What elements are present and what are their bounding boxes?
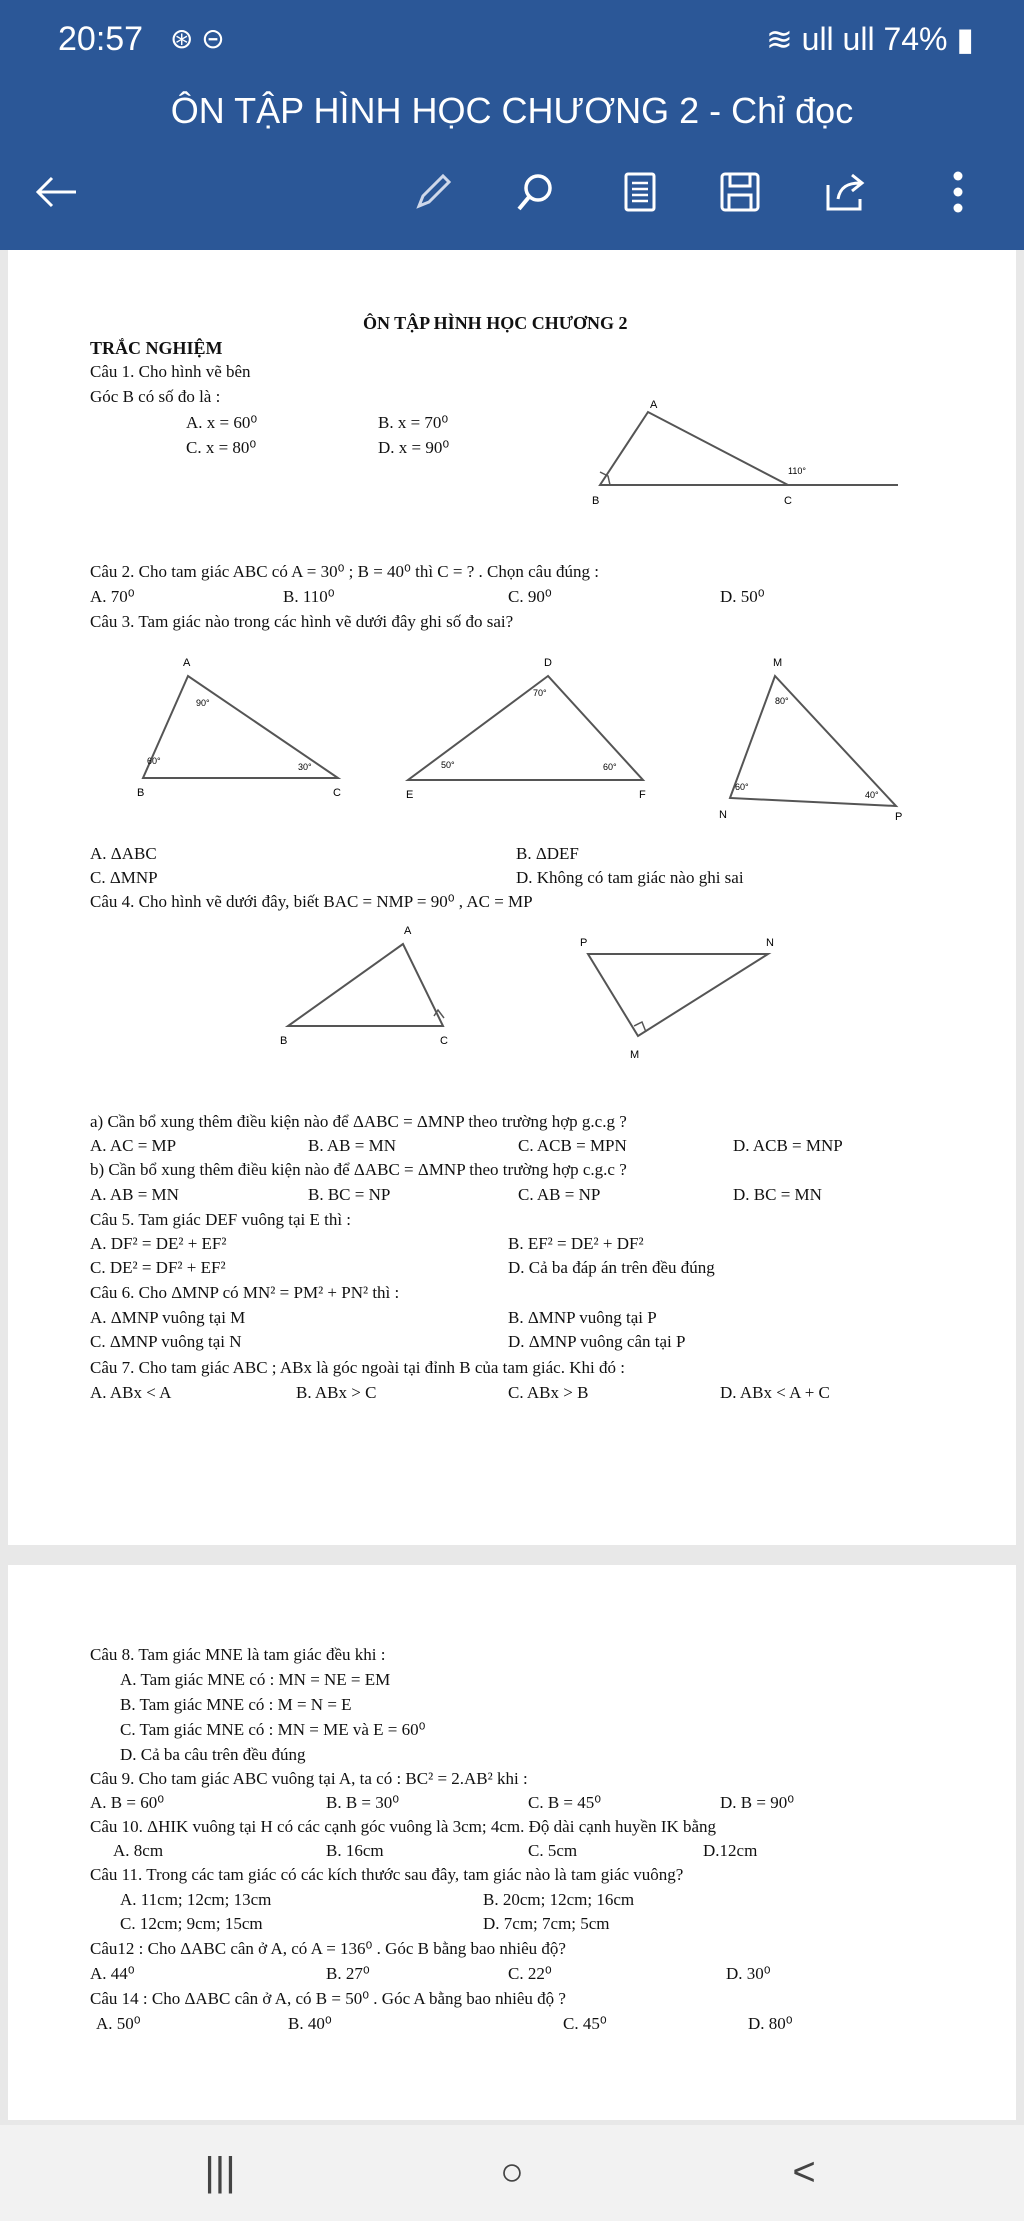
document-page-2 (8, 1565, 1016, 2120)
q11-option-c: C. 12cm; 9cm; 15cm (120, 1914, 263, 1933)
q7-text: Câu 7. Cho tam giác ABC ; ABx là góc ngoài tại đỉnh B của tam giác. Khi đó : (90, 1358, 625, 1377)
q3-angle-b: 60° (147, 756, 161, 766)
q11-option-b: B. 20cm; 12cm; 16cm (483, 1890, 635, 1909)
q4b-option-d: D. BC = MN (733, 1185, 822, 1204)
q4a-option-a: A. AC = MP (90, 1136, 177, 1155)
q1-option-d: D. x = 90⁰ (378, 438, 450, 457)
q14-option-d: D. 80⁰ (748, 2014, 793, 2033)
q10-text: Câu 10. ΔHIK vuông tại H có các cạnh góc vuông là 3cm; 4cm. Độ dài cạnh huyền IK bằng (90, 1817, 717, 1836)
search-icon[interactable] (508, 164, 564, 220)
q8-option-d: D. Cả ba câu trên đều đúng (120, 1745, 306, 1764)
q7-option-c: C. ABx > B (508, 1383, 589, 1402)
q6-option-c: C. ΔMNP vuông tại N (90, 1332, 242, 1351)
q4-label-p: P (580, 937, 588, 949)
q1-prompt: Góc B có số đo là : (90, 387, 221, 406)
q1-label-b: B (592, 495, 600, 507)
notification-icons: ⊛ ⊝ (170, 23, 225, 54)
home-button[interactable]: ○ (499, 2149, 525, 2194)
q14-text: Câu 14 : Cho ΔABC cân ở A, có B = 50⁰ . Góc A bằng bao nhiêu độ ? (90, 1989, 566, 2008)
signal-icon: ull ull (801, 21, 875, 57)
q3-figures (123, 648, 973, 833)
pencil-icon[interactable] (405, 164, 461, 220)
q4b-option-b: B. BC = NP (308, 1185, 391, 1204)
q3-angle-n: 60° (735, 782, 749, 792)
q3-text: Câu 3. Tam giác nào trong các hình vẽ dưới đây ghi số đo sai? (90, 612, 514, 631)
q3-option-a: A. ΔABC (90, 844, 157, 863)
q3-angle-p: 40° (865, 790, 879, 800)
q3-option-b: B. ΔDEF (516, 844, 579, 863)
q4a-option-d: D. ACB = MNP (733, 1136, 843, 1155)
app-bar (0, 80, 1024, 250)
q3-label-e: E (406, 789, 414, 801)
q7-option-a: A. ABx < A (90, 1383, 172, 1402)
q1-label-c: C (784, 495, 792, 507)
toolbar (0, 150, 1024, 230)
q11-text: Câu 11. Trong các tam giác có các kích thước sau đây, tam giác nào là tam giác vuông? (90, 1865, 684, 1884)
q4-label-b: B (280, 1035, 288, 1047)
q7-option-b: B. ABx > C (296, 1383, 377, 1402)
q12-option-a: A. 44⁰ (90, 1964, 135, 1983)
q1-label-a: A (650, 400, 658, 411)
battery-percent: 74% (883, 21, 948, 57)
q6-option-b: B. ΔMNP vuông tại P (508, 1308, 657, 1327)
q4b-text: b) Cần bổ xung thêm điều kiện nào để ΔABC = ΔMNP theo trường hợp c.g.c ? (90, 1160, 627, 1179)
q10-option-d: D.12cm (703, 1841, 758, 1860)
q11-option-d: D. 7cm; 7cm; 5cm (483, 1914, 610, 1933)
q2-option-c: C. 90⁰ (508, 587, 552, 606)
q9-text: Câu 9. Cho tam giác ABC vuông tại A, ta có : BC² = 2.AB² khi : (90, 1769, 528, 1788)
q3-label-a: A (183, 657, 191, 669)
q4-label-c: C (440, 1035, 448, 1047)
doc-heading: ÔN TẬP HÌNH HỌC CHƯƠNG 2 (363, 313, 628, 333)
q3-angle-m: 80° (775, 696, 789, 706)
q4-figures (268, 922, 788, 1072)
q10-option-a: A. 8cm (113, 1841, 164, 1860)
q11-option-a: A. 11cm; 12cm; 13cm (120, 1890, 272, 1909)
q14-option-b: B. 40⁰ (288, 2014, 332, 2033)
q1-figure (588, 400, 908, 520)
q5-option-b: B. EF² = DE² + DF² (508, 1234, 644, 1253)
q4-text: Câu 4. Cho hình vẽ dưới đây, biết BAC = NMP = 90⁰ , AC = MP (90, 892, 533, 911)
q8-option-c: C. Tam giác MNE có : MN = ME và E = 60⁰ (120, 1720, 426, 1739)
q14-option-a: A. 50⁰ (96, 2014, 141, 2033)
share-icon[interactable] (818, 164, 874, 220)
q8-text: Câu 8. Tam giác MNE là tam giác đều khi : (90, 1645, 386, 1664)
q3-option-d: D. Không có tam giác nào ghi sai (516, 868, 744, 887)
q5-option-c: C. DE² = DF² + EF² (90, 1258, 226, 1277)
q3-label-p: P (895, 811, 903, 823)
q4a-option-c: C. ACB = MPN (518, 1136, 627, 1155)
q3-label-b: B (137, 787, 145, 799)
q4-label-a: A (404, 925, 412, 937)
status-bar (0, 0, 1024, 80)
q4a-text: a) Cần bổ xung thêm điều kiện nào để ΔABC = ΔMNP theo trường hợp g.c.g ? (90, 1112, 627, 1131)
q12-option-c: C. 22⁰ (508, 1964, 552, 1983)
recent-apps-button[interactable]: ||| (204, 2149, 236, 2194)
q4b-option-a: A. AB = MN (90, 1185, 179, 1204)
q9-option-d: D. B = 90⁰ (720, 1793, 795, 1812)
q2-option-a: A. 70⁰ (90, 587, 135, 606)
q9-option-a: A. B = 60⁰ (90, 1793, 165, 1812)
q3-angle-e: 50° (441, 760, 455, 770)
q9-option-c: C. B = 45⁰ (528, 1793, 602, 1812)
system-nav-bar (0, 2125, 1024, 2221)
q4b-option-c: C. AB = NP (518, 1185, 601, 1204)
q10-option-b: B. 16cm (326, 1841, 384, 1860)
q5-option-a: A. DF² = DE² + EF² (90, 1234, 227, 1253)
q7-option-d: D. ABx < A + C (720, 1383, 830, 1402)
back-button[interactable]: < (792, 2149, 816, 2194)
q1-option-b: B. x = 70⁰ (378, 413, 449, 432)
q4a-option-b: B. AB = MN (308, 1136, 396, 1155)
q12-option-b: B. 27⁰ (326, 1964, 370, 1983)
q6-text: Câu 6. Cho ΔMNP có MN² = PM² + PN² thì : (90, 1283, 400, 1302)
q3-label-m: M (773, 657, 783, 669)
document-title: ÔN TẬP HÌNH HỌC CHƯƠNG 2 - Chỉ đọc (170, 90, 854, 131)
q5-text: Câu 5. Tam giác DEF vuông tại E thì : (90, 1210, 352, 1229)
q3-label-n: N (719, 809, 727, 821)
q2-option-d: D. 50⁰ (720, 587, 765, 606)
q1-option-c: C. x = 80⁰ (186, 438, 257, 457)
q3-label-d: D (544, 657, 552, 669)
q3-label-c: C (333, 787, 341, 799)
q3-label-f: F (639, 789, 646, 801)
section-title: TRẮC NGHIỆM (90, 338, 223, 358)
q2-text: Câu 2. Cho tam giác ABC có A = 30⁰ ; B = 40⁰ thì C = ? . Chọn câu đúng : (90, 562, 599, 581)
q3-angle-d: 70° (533, 688, 547, 698)
save-icon[interactable] (712, 164, 768, 220)
q6-option-d: D. ΔMNP vuông cân tại P (508, 1332, 686, 1351)
q3-angle-c: 30° (298, 762, 312, 772)
q3-angle-f: 60° (603, 762, 617, 772)
more-icon[interactable] (930, 164, 986, 220)
q2-option-b: B. 110⁰ (283, 587, 335, 606)
status-right (766, 20, 974, 58)
q8-option-a: A. Tam giác MNE có : MN = NE = EM (120, 1670, 391, 1689)
wifi-icon: ≋ (765, 21, 793, 57)
q1-text: Câu 1. Cho hình vẽ bên (90, 362, 251, 381)
document-page-1 (8, 250, 1016, 1545)
q10-option-c: C. 5cm (528, 1841, 578, 1860)
reading-view-icon[interactable] (612, 164, 668, 220)
q4-label-n: N (766, 937, 774, 949)
q1-option-a: A. x = 60⁰ (186, 413, 258, 432)
q4-label-m: M (630, 1049, 640, 1061)
q5-option-d: D. Cả ba đáp án trên đều đúng (508, 1258, 715, 1277)
q3-angle-a: 90° (196, 698, 210, 708)
battery-icon: ▮ (956, 21, 974, 57)
q9-option-b: B. B = 30⁰ (326, 1793, 400, 1812)
back-arrow-icon[interactable] (28, 164, 84, 220)
q12-text: Câu12 : Cho ΔABC cân ở A, có A = 136⁰ . Góc B bằng bao nhiêu độ? (90, 1939, 566, 1958)
q3-option-c: C. ΔMNP (90, 868, 158, 887)
q14-option-c: C. 45⁰ (563, 2014, 607, 2033)
status-time: 20:57 (58, 20, 144, 58)
q12-option-d: D. 30⁰ (726, 1964, 771, 1983)
q1-angle: 110° (788, 466, 806, 476)
q6-option-a: A. ΔMNP vuông tại M (90, 1308, 246, 1327)
q8-option-b: B. Tam giác MNE có : M = N = E (120, 1695, 352, 1714)
